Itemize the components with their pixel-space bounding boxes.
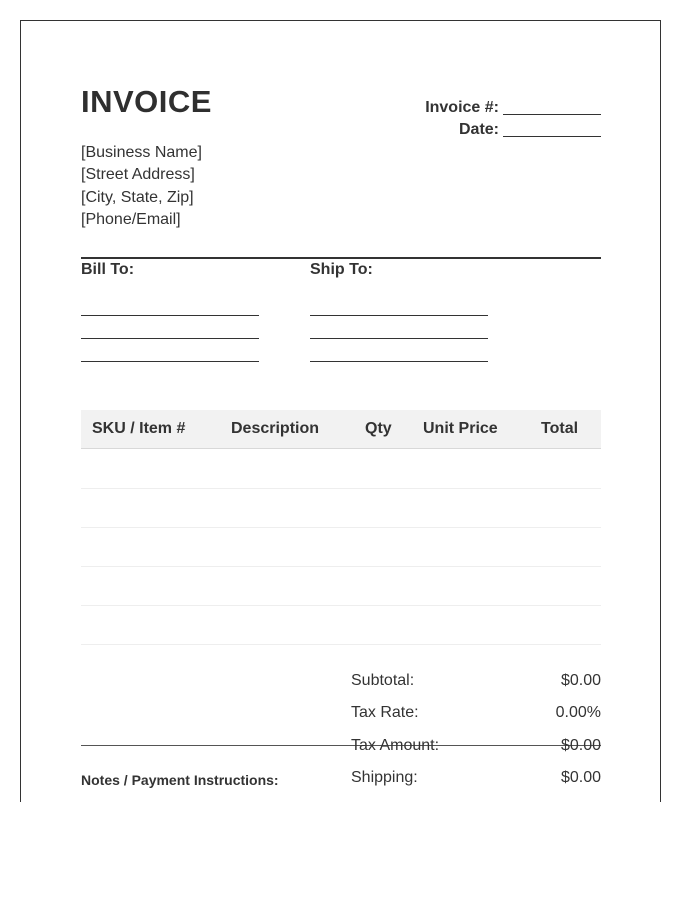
table-row[interactable] bbox=[81, 566, 601, 567]
ship-to-line-3[interactable] bbox=[310, 361, 488, 362]
bill-to-label: Bill To: bbox=[81, 261, 135, 278]
tax-amount-label: Tax Amount: bbox=[351, 737, 440, 754]
notes-label: Notes / Payment Instructions: bbox=[81, 772, 279, 788]
business-city: [City, State, Zip] bbox=[81, 189, 194, 206]
business-contact: [Phone/Email] bbox=[81, 211, 181, 228]
header-divider bbox=[81, 257, 601, 259]
table-row[interactable] bbox=[81, 527, 601, 528]
table-row[interactable] bbox=[81, 488, 601, 489]
table-row[interactable] bbox=[81, 605, 601, 606]
column-header-qty: Qty bbox=[365, 420, 392, 437]
table-row[interactable] bbox=[81, 644, 601, 645]
ship-to-line-2[interactable] bbox=[310, 338, 488, 339]
bill-to-line-3[interactable] bbox=[81, 361, 259, 362]
tax-amount-value: $0.00 bbox=[560, 737, 601, 754]
bill-to-line-2[interactable] bbox=[81, 338, 259, 339]
business-street: [Street Address] bbox=[81, 166, 195, 183]
date-field[interactable] bbox=[503, 136, 601, 137]
subtotal-label: Subtotal: bbox=[351, 672, 415, 689]
shipping-value[interactable]: $0.00 bbox=[560, 769, 601, 786]
ship-to-label: Ship To: bbox=[310, 261, 373, 278]
date-label: Date: bbox=[458, 121, 499, 138]
business-name: [Business Name] bbox=[81, 144, 202, 161]
invoice-number-label: Invoice #: bbox=[425, 99, 499, 116]
tax-rate-value[interactable]: 0.00% bbox=[555, 704, 601, 721]
invoice-title: INVOICE bbox=[81, 84, 212, 119]
column-header-unit-price: Unit Price bbox=[423, 420, 498, 437]
notes-divider bbox=[81, 745, 601, 746]
column-header-total: Total bbox=[541, 420, 579, 437]
items-table-header bbox=[81, 410, 601, 449]
ship-to-line-1[interactable] bbox=[310, 315, 488, 316]
tax-rate-label: Tax Rate: bbox=[351, 704, 419, 721]
bill-to-line-1[interactable] bbox=[81, 315, 259, 316]
shipping-label: Shipping: bbox=[351, 769, 418, 786]
subtotal-value: $0.00 bbox=[560, 672, 601, 689]
column-header-description: Description bbox=[231, 420, 320, 437]
invoice-number-field[interactable] bbox=[503, 114, 601, 115]
column-header-sku: SKU / Item # bbox=[92, 420, 186, 437]
